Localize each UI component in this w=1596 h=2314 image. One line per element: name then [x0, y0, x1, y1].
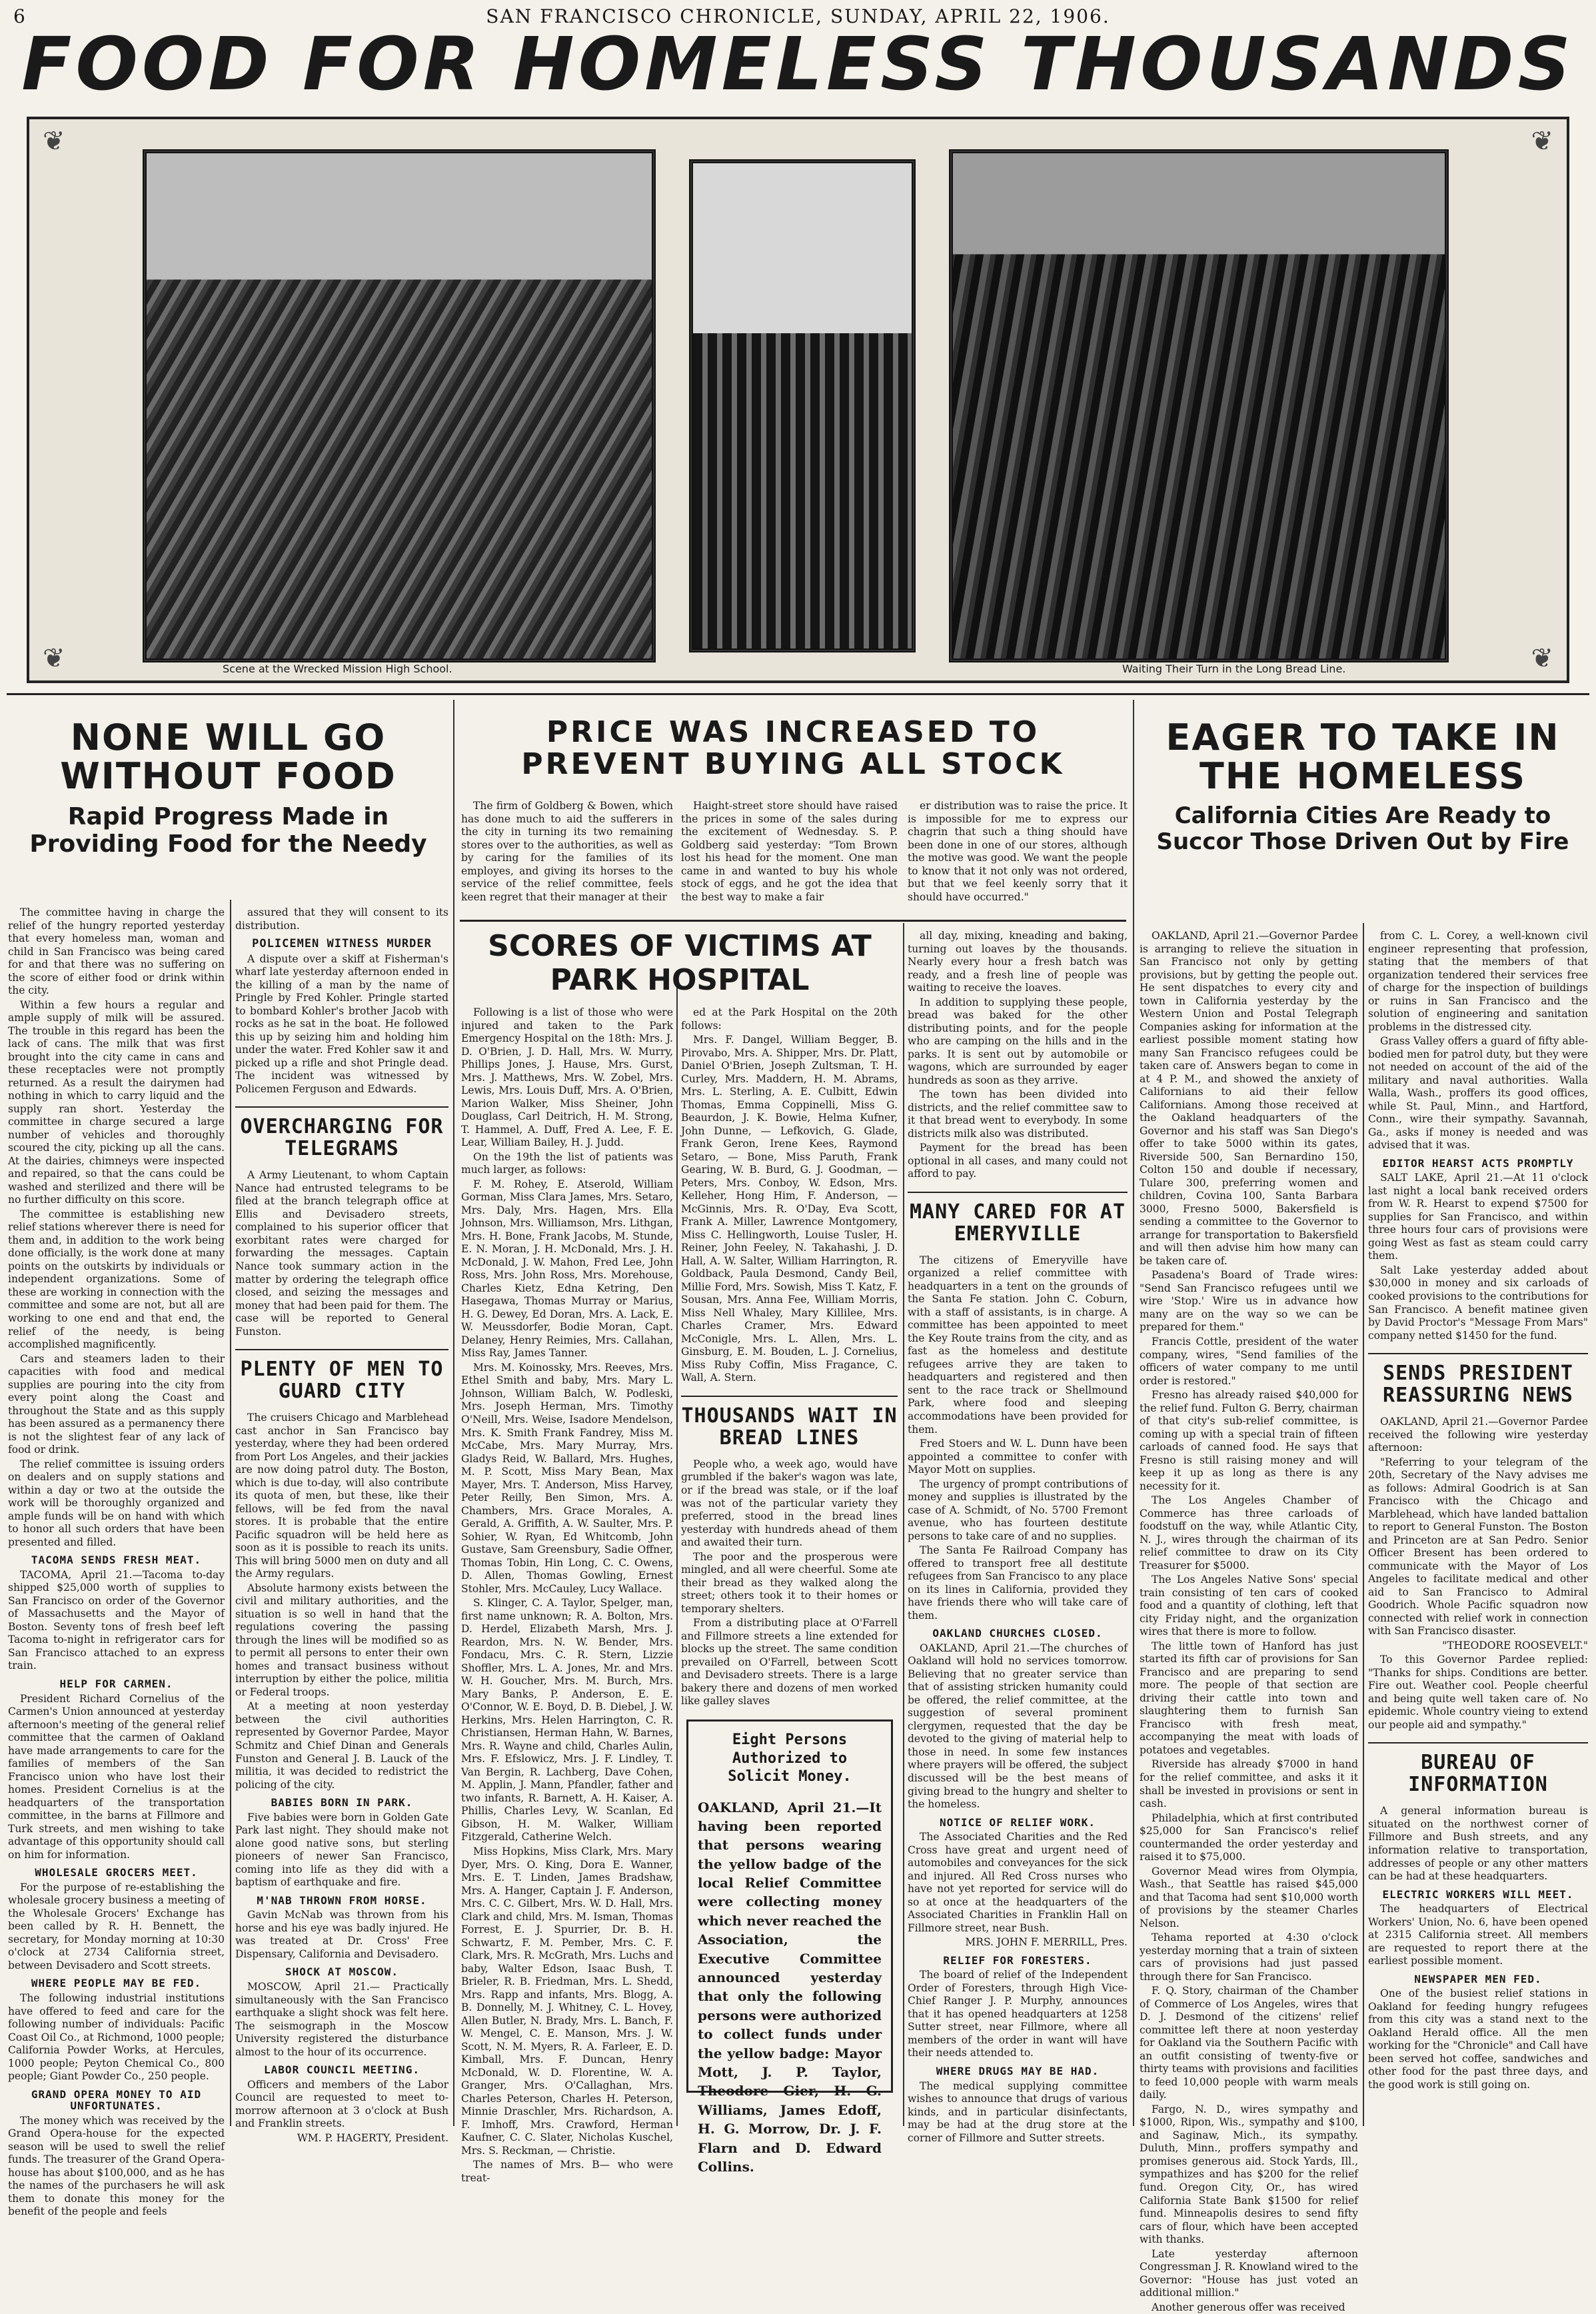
paragraph: The Los Angeles Native Sons' special train consisting of ten cars of cooked food and a quantity of clothing, left that city Friday night, and the organization wires that there is more to follow. [1140, 1574, 1358, 1638]
headline-scores-of-victims: SCORES OF VICTIMS AT PARK HOSPITAL [488, 929, 872, 997]
paragraph: Payment for the bread has been optional in all cases, and many could not afford to pay. [908, 1142, 1128, 1180]
divider [1363, 923, 1364, 2126]
paragraph: The Los Angeles Chamber of Commerce has three carloads of foodstuff on the way, while Atlantic City, N. J., wires through the chairman of its relief committee to draw on its City Treasurer for $5000. [1140, 1494, 1358, 1572]
paragraph: Fargo, N. D., wires sympathy and $1000, Ripon, Wis., sympathy and $100, and Saginaw, Mich., its sympathy. Duluth, Minn., proffers sympathy and promises generous aid. Stock Yards, Ill., sympathizes and has $200 for the relief fund. Oregon City, Or., has wired California State Bank $1500 for relief fund. Minneapolis desires to send fifty cars of flour, which have been accepted with thanks. [1140, 2103, 1358, 2246]
corner-ornament-icon: ❦ [1531, 126, 1553, 157]
paragraph: The little town of Hanford has just started its fifth car of provisions for San Francisco and are preparing to send more. The people of that section are driving their cattle into town and slaughtering them to furnish San Francisco with fresh meat, accompanying the meat with loads of potatoes and vegetables. [1140, 1640, 1358, 1756]
paragraph: The firm of Goldberg & Bowen, which has done much to aid the sufferers in the city in turning its two remaining stores over to the authorities, as well as by caring for the families of its employes, and giving its horses to the service of the relief committee, feels keen regret that their manager at their [461, 800, 673, 903]
paragraph: The board of relief of the Independent Order of Foresters, through High Vice-Chief Ranger J. P. Murphy, announces that it has opened headquarters at 1258 Sutter street, near Fillmore, where all members of the order in want will have their needs attended to. [908, 1969, 1128, 2059]
column-1 [8, 906, 225, 2218]
paragraph: The medical supplying committee wishes to announce that drugs of various kinds, and in particular disinfectants, may be had at the drug store at the corner of Fillmore and Sutter streets. [908, 2079, 1128, 2144]
paragraph: The names of Mrs. B— who were treat- [461, 2159, 673, 2184]
section-head: TACOMA SENDS FRESH MEAT. [31, 1554, 202, 1567]
paragraph: F. M. Rohey, E. Atserold, William Gorman, Miss Clara James, Mrs. Setaro, Mrs. Daly, Mrs. Hagen, Mrs. Ella Johnson, Mrs. Williamson, Mrs. Lithgan, Mrs. H. Bone, Frank Jacobs, M. Stunde, E. N. Moran, J. H. McDonald, Mrs. J. H. McDonald, J. W. Mahon, Fred Lee, John Ross, Mrs. John Ross, Mrs. Morehouse, Charles Kietz, Edna Ketring, Den Hasegawa, Thomas Murray or Marius, H. G. Dewey, Ed Doran, Mrs. A. Lack, E. W. Meussdorfer, Bodie Moran, Capt. Delaney, Henry Reimies, Mrs. Callahan, Miss Ray, James Tanner. [461, 1178, 673, 1360]
paragraph: A general information bureau is situated on the northwest corner of Fillmore and Bush streets, and any information relative to transportation, addresses of people or any other matters can be had at these headquarters. [1368, 1805, 1588, 1883]
headline-sends-president: SENDS PRESIDENT REASSURING NEWS [1368, 1353, 1588, 1406]
signature: "THEODORE ROOSEVELT." [1442, 1639, 1588, 1652]
paragraph: Haight-street store should have raised the prices in some of the sales during the excitement of Wednesday. S. P. Goldberg said yesterday: "Tom Brown lost his head for the moment. One man came in and wanted to buy his whole stock of eggs, and he got the idea that the best way to make a fair [681, 800, 898, 903]
column-6 [1140, 930, 1358, 2313]
divider [1133, 700, 1134, 2126]
scores-column-1 [461, 1006, 673, 2184]
section-head: SHOCK AT MOSCOW. [285, 1965, 399, 1979]
subhead-rapid-progress: Rapid Progress Made in Providing Food for the Needy [29, 803, 427, 858]
paragraph: One of the busiest relief stations in Oakland for feeding hungry refugees from this city was a stand next to the Oakland Herald office. All the men working for the "Chronicle" and Call have been served hot coffee, sandwiches and other food for the past three days, and the good work is still going on. [1368, 1987, 1588, 2091]
column-5 [908, 930, 1128, 2144]
paragraph: OAKLAND, April 21.—Governor Pardee received the following wire yesterday afternoon: [1368, 1416, 1588, 1454]
paragraph: For the purpose of re-establishing the wholesale grocery business a meeting of the Wholesale Grocers' Exchange has been called by R. H. Bennett, the secretary, for Monday morning at 10:30 o'clock at 2734 California street, between Devisadero and Scott streets. [8, 1881, 225, 1971]
paragraph: The Santa Fe Railroad Company has offered to transport free all destitute refugees from San Francisco to any place on its lines in California, provided they have friends there who will take care of them. [908, 1544, 1128, 1622]
paragraph: Pasadena's Board of Trade wires: "Send San Francisco refugees until we wire 'Stop.' Wire us in advance how many are on the way so we can be prepared for them." [1140, 1269, 1358, 1334]
newspaper-date-line: SAN FRANCISCO CHRONICLE, SUNDAY, APRIL 22, 1906. [486, 5, 1110, 27]
paragraph: At a meeting at noon yesterday between the civil authorities represented by Governor Pardee, Mayor Schmitz and Chief Dinan and Generals Funston and General J. B. Lauck of the militia, it was decided to redistrict the policing of the city. [235, 1700, 448, 1791]
paragraph: The urgency of prompt contributions of money and supplies is illustrated by the case of A. Schmidt, of No. 5700 Fremont avenue, who has fourteen destitute persons to take care of and no supplies. [908, 1478, 1128, 1542]
paragraph: The committee is establishing new relief stations wherever there is need for them and, in addition to the work being done officially, is the work done at many points on the outskirts by individuals or independent organizations. Some of these are working in connection with the committee and some are not, but all are working to one end and that end, the relief of the needy, is being accomplished magnificently. [8, 1208, 225, 1351]
divider [676, 973, 678, 2126]
paragraph: Late yesterday afternoon Congressman J. R. Knowland wired to the Governor: "House has just voted an additional million." [1140, 2247, 1358, 2299]
paragraph: Salt Lake yesterday added about $30,000 in money and six carloads of cooked provisions to the contributions for San Francisco. A benefit matinee given by David Proctor's "Message From Mars" company netted $1450 for the fund. [1368, 1264, 1588, 1342]
paragraph: The town has been divided into districts, and the relief committee saw to it that bread went to everybody. In some districts milk also was distributed. [908, 1088, 1128, 1140]
notice-box-solicit-money [686, 1720, 893, 2175]
photo-caption-left: Scene at the Wrecked Mission High School. [223, 662, 452, 675]
paragraph: Mrs. F. Dangel, William Begger, B. Pirovabo, Mrs. A. Shipper, Mrs. Dr. Platt, Daniel O'Brien, Joseph Zultsman, T. H. Curley, Mrs. Maddern, H. M. Abrams, Mrs. L. Sterling, A. E. Culbitt, Edwin Thomas, Emma Coppinelli, Miss G. Beaurdon, J. K. Bowie, Helma Kufner, John Dunne, — Lefkovich, G. Glade, Frank Geron, Irene Kees, Raymond Setaro, — Bone, Miss Paruth, Frank Gearing, W. B. Burd, G. J. Goodman, — Peters, Mrs. Conboy, W. Edson, Mrs. Kelleher, Hong Him, F. Anderson, — McGinnis, Mrs. R. O'Day, Eva Scott, Frank A. Miller, Lawrence Montgomery, Miss C. Hellingworth, Louise Tusler, H. Reiner, John Feeley, N. Takahashi, J. D. Hall, A. W. Salter, William Harrington, R. Goldback, Paula Desmond, Candy Beil, Millie Ford, Mrs. Sowish, Miss T. Katz, F. Sousan, Mrs. Anna Fee, William Morris, Miss Nell Whaley, Mary Killilee, Mrs. Charles Cramer, Mrs. Edward McConigle, Mrs. L. Allen, Mrs. L. Ginsburg, E. M. Bouden, L. J. Cornelius, Miss Ruby Coffin, Miss Fragance, C. Wall, A. Stern. [681, 1034, 898, 1384]
section-head: EDITOR HEARST ACTS PROMPTLY [1382, 1156, 1574, 1170]
paragraph: assured that they will consent to its distribution. [235, 906, 448, 932]
section-head: GRAND OPERA MONEY TO AID UNFORTUNATES. [31, 2087, 202, 2113]
column-7 [1368, 930, 1588, 2126]
headline-bureau-of-information: BUREAU OF INFORMATION [1368, 1742, 1588, 1795]
paragraph: Grass Valley offers a guard of fifty able-bodied men for patrol duty, but they were not needed on account of the aid of the military and naval authorities. Walla Walla, Wash., proffers its good offices, while St. Paul, Minn., and Hartford, Conn., wire their sympathy. Savannah, Ga., asks if money is needed and was advised that it was. [1368, 1035, 1588, 1152]
signature: MRS. JOHN F. MERRILL, Pres. [965, 1936, 1128, 1949]
paragraph: from C. L. Corey, a well-known civil engineer representing that profession, stating that the members of that organization tendered their services free of charge for the inspection of buildings or ruins in San Francisco and the solution of engineering and sanitation problems in the distressed city. [1368, 930, 1588, 1033]
photo-caption-right: Waiting Their Turn in the Long Bread Line. [1122, 662, 1346, 675]
paragraph: "Referring to your telegram of the 20th, Secretary of the Navy advises me as follows: Admiral Goodrich is at San Francisco with the Chicago and Marblehead, which have landed battalion to report to General Funston. The Boston and Princeton are at San Pedro. Senior Officer Bresent has been ordered to communicate with the Mayor of Los Angeles to facilitate medical and other aid to San Francisco to Admiral Goodrich. Whole Pacific squadron now connected with relief work in connection with San Francisco disaster. [1368, 1456, 1588, 1638]
paragraph: The Associated Charities and the Red Cross have great and urgent need of automobiles and conveyances for the sick and injured. All Red Cross nurses who have not yet reported for service will do so at once at the headquarters of the Associated Charities in Franklin Hall on Fillmore street, near Bush. [908, 1831, 1128, 1934]
headline-overcharging: OVERCHARGING FOR TELEGRAMS [235, 1106, 448, 1160]
divider [7, 693, 1589, 695]
headline-price-increased: PRICE WAS INCREASED TO PREVENT BUYING ALL STOCK [521, 715, 1065, 781]
paragraph: Francis Cottle, president of the water company, wires, "Send families of the officers of water company to me until order is restored." [1140, 1335, 1358, 1387]
paragraph: A dispute over a skiff at Fisherman's wharf late yesterday afternoon ended in the killing of a man by the name of Pringle by Fred Kohler. Pringle started to bombard Kohler's brother Jacob with rocks as he sat in the boat. He followed this up by seizing him and holding him under the water. Fred Kohler saw it and picked up a rifle and shot Pringle dead. The incident was witnessed by Policemen Ferguson and Edwards. [235, 952, 448, 1095]
headline-bread-lines: THOUSANDS WAIT IN BREAD LINES [681, 1396, 898, 1449]
paragraph: The citizens of Emeryville have organized a relief committee with headquarters in a tent on the grounds of the Santa Fe station. John C. Coburn, with a staff of assistants, is in charge. A committee has been appointed to meet the Key Route trains from the city, and as fast as the homeless and destitute refugees arrive they are taken to headquarters and registered and then sent to the race track or Shellmound Park, where food and sleeping accommodations have been provided for them. [908, 1254, 1128, 1436]
paragraph: Mrs. M. Koinossky, Mrs. Reeves, Mrs. Ethel Smith and baby, Mrs. Mary L. Johnson, William Balch, W. Podleski, Mrs. Joseph Herman, Mrs. Timothy O'Neill, Mrs. Weise, Isadore Mendelson, Mrs. K. Smith Frank Fandrey, Miss M. McCabe, Mrs. Mary Murray, Mrs. Gladys Reid, W. Ballard, Mrs. Hughes, M. P. Scott, Miss Mary Bean, Max Mayer, Mrs. T. Anderson, Miss Harvey, Peter Reilly, Ben Simon, Mrs. A. Chambers, Mrs. Grace Morales, A. Gerald, A. Griffith, A. W. Saulter, Mrs. P. Sohier, W. Ryan, Ed Whitcomb, John Gustave, Sam Greensbury, Sadie Offner, Thomas Tobin, Hin Long, C. C. Owens, D. Allen, Thomas Gowling, Ernest Stohler, Mrs. McCauley, Lucy Wallace. [461, 1361, 673, 1595]
paragraph: TACOMA, April 21.—Tacoma to-day shipped $25,000 worth of supplies to San Francisco on order of the Governor of Massachusetts and the Mayor of Boston. Seventy tons of fresh beef left Tacoma to-night in refrigerator cars for San Francisco attached to an express train. [8, 1568, 225, 1672]
section-head: LABOR COUNCIL MEETING. [264, 2063, 420, 2077]
price-column-2 [681, 800, 898, 916]
paragraph: OAKLAND, April 21.—Governor Pardee is arranging to relieve the situation in San Francisco not only by getting provisions, but by getting the people out. He sent dispatches to every city and town in California yesterday by the Western Union and Postal Telegraph Companies asking for information at the earliest possible moment stating how many San Francisco refugees could be taken care of. Answers began to come in at 4 P. M., and showed the anxiety of Californians to aid their fellow Californians. Among those received at the Oakland headquarters of the Governor and his staff was San Diego's offer to take 5000 within its gates, Riverside 500, San Bernardino 150, Colton 150 and double if necessary, Tulare 300, preferring women and children, Covina 100, Santa Barbara 3000, Fresno 5000, Bakersfield is sending a committee to the Governor to arrange for transportation to Bakersfield and will then advise him how many can be taken care of. [1140, 930, 1358, 1267]
paragraph: The headquarters of Electrical Workers' Union, No. 6, have been opened at 2315 California street. All members are requested to report there at the earliest possible moment. [1368, 1903, 1588, 1967]
headline-eager-to-take: EAGER TO TAKE IN THE HOMELESS [1166, 716, 1560, 798]
section-head: WHERE PEOPLE MAY BE FED. [31, 1977, 202, 1990]
price-column-1 [461, 800, 673, 916]
divider [230, 900, 231, 2126]
corner-ornament-icon: ❦ [43, 126, 65, 157]
paragraph: Another generous offer was received [1152, 2301, 1345, 2313]
section-head: ELECTRIC WORKERS WILL MEET. [1382, 1887, 1574, 1901]
photo-bread-line [949, 149, 1449, 662]
divider [453, 700, 454, 2126]
paragraph: all day, mixing, kneading and baking, turning out loaves by the thousands. Nearly every hour a fresh batch was ready, and a fresh line of people was waiting to receive the loaves. [908, 930, 1128, 994]
section-head: M'NAB THROWN FROM HORSE. [257, 1893, 427, 1907]
paragraph: To this Governor Pardee replied: "Thanks for ships. Conditions are better. Fire out. Weather cool. People cheerful and being quite well taken care of. No epidemic. Whole country vieing to extend our people aid and sympathy." [1368, 1654, 1588, 1731]
divider [903, 923, 904, 2126]
section-head: WHOLESALE GROCERS MEET. [35, 1866, 198, 1879]
paragraph: Following is a list of those who were injured and taken to the Park Emergency Hospital on the 18th: Mrs. J. D. O'Brien, J. D. Hall, Mrs. W. Murry, Phillips Jones, J. Hause, Mrs. Gurst, Mrs. J. Matthews, Mrs. W. Zobel, Mrs. Lewis, Mrs. Louis Duff, Mrs. A. O'Brien, Marion Walker, Miss Sheiner, John Douglass, Carl Deitrich, H. M. Strong, T. Hammel, A. Duff, Fred A. Lee, F. E. Lear, William Bailey, H. J. Judd. [461, 1006, 673, 1149]
paragraph: Governor Mead wires from Olympia, Wash., that Seattle has raised $45,000 and that Tacoma had sent $10,000 worth of provisions by the steamer Charles Nelson. [1140, 1865, 1358, 1929]
headline-emeryville: MANY CARED FOR AT EMERYVILLE [908, 1192, 1128, 1245]
paragraph: F. Q. Story, chairman of the Chamber of Commerce of Los Angeles, wires that D. J. Desmond of the citizens' relief committee left there at noon yesterday for Oakland via the Southern Pacific with an outfit consisting of twenty-five or thirty teams with provisions and facilities to feed 10,000 people with warm meals daily. [1140, 1985, 1358, 2101]
divider [460, 920, 1126, 922]
notice-box-title: Eight Persons Authorized to Solicit Money. [728, 1732, 852, 1785]
paragraph: Fred Stoers and W. L. Dunn have been appointed a committee to confer with Mayor Mott on supplies. [908, 1438, 1128, 1476]
section-head: NEWSPAPER MEN FED. [1414, 1972, 1542, 1985]
paragraph: The relief committee is issuing orders on dealers and on supply stations and within a day or two at the outside the work will be thoroughly organized and ample funds will be on hand with which to honor all such orders that have been presented and filled. [8, 1458, 225, 1548]
column-2 [235, 906, 448, 2144]
section-head: BABIES BORN IN PARK. [271, 1796, 413, 1809]
paragraph: SALT LAKE, April 21.—At 11 o'clock last night a local bank received orders from W. R. Hearst to expend $7500 for supplies for San Francisco, and within three hours four cars of provisions were going West as fast as steam could carry them. [1368, 1172, 1588, 1262]
section-head: WHERE DRUGS MAY BE HAD. [936, 2064, 1100, 2077]
paragraph: Five babies were born in Golden Gate Park last night. They should make not alone good native sons, but sterling pioneers of newer San Francisco, coming into life as they did with a baptism of earthquake and fire. [235, 1811, 448, 1889]
paragraph: A Army Lieutenant, to whom Captain Nance had entrusted telegrams to be filed at the branch telegraph office at Ellis and Devisadero streets, complained to his superior officer that exorbitant rates were charged for forwarding the messages. Captain Nance took summary action in the matter by ordering the telegraph office closed, and seizing the messages and money that had been paid for them. The case will be reported to General Funston. [235, 1169, 448, 1338]
section-head: POLICEMEN WITNESS MURDER [252, 937, 432, 951]
paragraph: Fresno has already raised $40,000 for the relief fund. Fulton G. Berry, chairman of that city's sub-relief committee, is coming up with a special train of fifteen carloads of canned food. He says that Fresno is still raising money and will keep it up as long as there is any necessity for it. [1140, 1389, 1358, 1492]
paragraph: In addition to supplying these people, bread was baked for the other distributing points, and for the people who are camping on the hills and in the parks. It is sent out by automobile or wagons, which are surrounded by eager hundreds as soon as they arrive. [908, 996, 1128, 1086]
paragraph: Riverside has already $7000 in hand for the relief committee, and asks it it shall be invested in provisions or sent in cash. [1140, 1758, 1358, 1810]
paragraph: People who, a week ago, would have grumbled if the baker's wagon was late, or if the bread was stale, or if the loaf was not of the particular variety they preferred, stood in the bread lines yesterday with hundreds ahead of them and awaited their turn. [681, 1458, 898, 1549]
paragraph: The poor and the prosperous were mingled, and all were cheerful. Some ate their bread as they walked along the street; others took it to their homes or temporary shelters. [681, 1550, 898, 1615]
paragraph: MOSCOW, April 21.— Practically simultaneously with the San Francisco earthquake a slight shock was felt here. The seismograph in the Moscow University registered the disturbance almost to the hour of its occurrence. [235, 1980, 448, 2058]
notice-box-body: OAKLAND, April 21.—It having been reported that persons wearing the yellow badge of the local Relief Committee were collecting money which never reached the Association, the Executive Committee announced yesterday that only the following persons were authorized to collect funds under the yellow badge: Mayor Mott, J. P. Taylor, Theodore Gier, H. G. Williams, James Edoff, H. G. Morrow, Dr. J. F. Flarn and D. Edward Collins. [698, 1799, 882, 2175]
banner-headline: FOOD FOR HOMELESS THOUSANDS [21, 21, 1575, 107]
paragraph: From a distributing place at O'Farrell and Fillmore streets a line extended for blocks up the street. The same condition prevailed on O'Farrell, between Scott and Devisadero streets. There is a large bakery there and dozens of men worked like galley slaves [681, 1617, 898, 1708]
section-head: OAKLAND CHURCHES CLOSED. [932, 1627, 1103, 1640]
paragraph: Cars and steamers laden to their capacities with food and medical supplies are pouring into the city from every point along the Coast and throughout the State and as this supply has been assured as a permanency there is not the slightest fear of any lack of food or drink. [8, 1352, 225, 1456]
photo-ruined-tower [689, 159, 916, 652]
paragraph: The money which was received by the Grand Opera-house for the expected season will be used to swell the relief funds. The treasurer of the Grand Opera-house has about $100,000, and as he has the names of the purchasers he will ask them to donate this money for the benefit of the people and feels [8, 2114, 225, 2218]
paragraph: OAKLAND, April 21.—The churches of Oakland will hold no services tomorrow. Believing that no greater service than that of assisting stricken humanity could be offered, the relief committee, at the suggestion of several prominent clergymen, requested that the day be devoted to the giving of material help to those in need. In some few instances where prayers will be offered, the subject discussed will be the best means of giving bread to the hungry and shelter to the homeless. [908, 1642, 1128, 1811]
paragraph: S. Klinger, C. A. Taylor, Spelger, man, first name unknown; R. A. Bolton, Mrs. D. Herdel, Elizabeth Marsh, Mrs. J. Reardon, Mrs. N. W. Bender, Mrs. Fondacu, Mrs. C. R. Stern, Lizzie Shoffler, Mrs. L. A. Jones, Mr. and Mrs. W. H. Goucher, Mrs. M. Burch, Mrs. Mary Banks, P. Anderson, E. E. O'Connor, W. E. Boyd, D. B. Diebel, J. W. Herkins, Mrs. Helen Harrington, C. R. Christiansen, Herman Hahn, W. Barnes, Mrs. R. Wayne and child, Charles Aulin, Mrs. F. Efslowicz, Mrs. J. F. Lindley, T. Van Bergin, R. Lachberg, Dave Cohen, M. Applin, J. Mann, Pfandler, father and two infants, R. Barnett, A. H. Kaiser, A. Phillis, Charles Levy, W. Scanlan, Ed Gibson, H. M. Walker, William Fitzgerald, Catherine Welch. [461, 1597, 673, 1843]
corner-ornament-icon: ❦ [1531, 643, 1553, 674]
subhead-california-cities: California Cities Are Ready to Succor Those Driven Out by Fire [1156, 802, 1569, 856]
paragraph: On the 19th the list of patients was much larger, as follows: [461, 1150, 673, 1176]
paragraph: Officers and members of the Labor Council are requested to meet to-morrow afternoon at 3 o'clock at Bush and Franklin streets. [235, 2078, 448, 2130]
paragraph: Gavin McNab was thrown from his horse and his eye was badly injured. He was treated at Dr. Cross' Free Dispensary, California and Devisadero. [235, 1909, 448, 1960]
section-head: NOTICE OF RELIEF WORK. [940, 1815, 1096, 1829]
paragraph: The cruisers Chicago and Marblehead cast anchor in San Francisco bay yesterday, where they had been ordered from Port Los Angeles, and their jackies are now doing patrol duty. The Boston, which is due to-day, will also contribute its quota of men, but these, like their fellows, will be fed from the naval stores. It is probable that the entire Pacific squadron will be held here as soon as it is possible to reach its units. This will bring 5000 men on duty and all the Army regulars. [235, 1412, 448, 1580]
paragraph: Philadelphia, which at first contributed $25,000 for San Francisco's relief countermanded the order yesterday and raised it to $75,000. [1140, 1811, 1358, 1863]
paragraph: The committee having in charge the relief of the hungry reported yesterday that every homeless man, woman and child in San Francisco was being cared for and that there was no suffering on the score of either food or drink within the city. [8, 906, 225, 997]
photo-mission-high-school [143, 149, 656, 662]
paragraph: President Richard Cornelius of the Carmen's Union announced at yesterday afternoon's meeting of the general relief committee that the carmen of Oakland have made arrangements to care for the families of members of the San Francisco union who have lost their homes. President Cornelius is at the headquarters of the transportation committee, in the barns at Fillmore and Turk streets, and men wishing to take advantage of this opportunity should call on him for information. [8, 1692, 225, 1861]
section-head: HELP FOR CARMEN. [59, 1677, 173, 1690]
signature: WM. P. HAGERTY, President. [297, 2131, 448, 2144]
paragraph: Miss Hopkins, Miss Clark, Mrs. Mary Dyer, Mrs. O. King, Dora E. Wanner, Mrs. E. T. Linden, James Bradshaw, Mrs. A. Hanger, Captain J. F. Anderson, Mrs. C. C. Gilbert, Mrs. W. D. Hall, Mrs. Clark and child, Mrs. M. Isman, Thomas Forrest, E. J. Spurrier, Dr. B. H. Schwartz, F. M. Pember, Mrs. C. F. Clark, Mrs. R. McGrath, Mrs. Luchs and baby, Walter Edson, Isaac Bush, T. Brieler, R. B. Friedman, Mrs. L. Shedd, Mrs. Rapp and infants, Mrs. Blogg, A. B. Donnelly, M. J. Whitney, C. L. Hovey, Allen Butler, N. Brady, Mrs. L. Banch, F. W. Mengel, C. E. Manson, Mrs. J. W. Scott, N. M. Myers, R. A. Farleer, E. D. Kimball, Mrs. F. Duncan, Henry McDonald, W. D. Florentine, W. A. Granger, Mrs. O'Callaghan, Mrs. Charles Peterson, Charles H. Peterson, Minnie Draschler, Mrs. Richardson, A. F. Imhoff, Mrs. Crawford, Herman Kaufner, C. C. Slater, Nicholas Kuschel, Mrs. S. Reckman, — Christie. [461, 1845, 673, 2157]
page-number: 6 [13, 5, 25, 27]
headline-plenty-of-men: PLENTY OF MEN TO GUARD CITY [235, 1349, 448, 1402]
paragraph: Within a few hours a regular and ample supply of milk will be assured. The trouble in this regard has been the lack of cans. The milk that was first brought into the city came in cans and these receptacles were not promptly returned. As a result the dairymen had nothing in which to carry liquid and the supply ran short. Yesterday the committee in charge secured a large number of vehicles and thoroughly scoured the city, picking up all the cans. At the dairies, chimneys were inspected and repaired, so that the cans could be washed and sterilized and there will be no further difficulty on this score. [8, 998, 225, 1206]
paragraph: The following industrial institutions have offered to feed and care for the following number of individuals: Pacific Coast Oil Co., at Richmond, 1000 people; California Powder Works, at Hercules, 1000 people; Peyton Chemical Co., 800 people; Giant Powder Co., 250 people. [8, 1992, 225, 2083]
section-head: RELIEF FOR FORESTERS. [943, 1953, 1092, 1967]
paragraph: ed at the Park Hospital on the 20th follows: [681, 1006, 898, 1032]
paragraph: er distribution was to raise the price. It is impossible for me to express our chagrin that such a thing should have been done in one of our stores, although the motive was good. We want the people to know that it not only was not ordered, but that we feel keenly sorry that it should have occurred." [908, 800, 1128, 903]
photo-panel [27, 117, 1569, 683]
headline-none-will-go: NONE WILL GO WITHOUT FOOD [60, 716, 397, 798]
paragraph: Tehama reported at 4:30 o'clock yesterday morning that a train of sixteen cars of provisions had just passed through there for San Francisco. [1140, 1931, 1358, 1983]
paragraph: Absolute harmony exists between the civil and military authorities, and the situation is so well in hand that the regulations covering the passing through the lines will be modified so as to permit all persons to enter their own homes and transact business without interruption by either the police, militia or Federal troops. [235, 1582, 448, 1698]
corner-ornament-icon: ❦ [43, 643, 65, 674]
price-column-3 [908, 800, 1128, 916]
